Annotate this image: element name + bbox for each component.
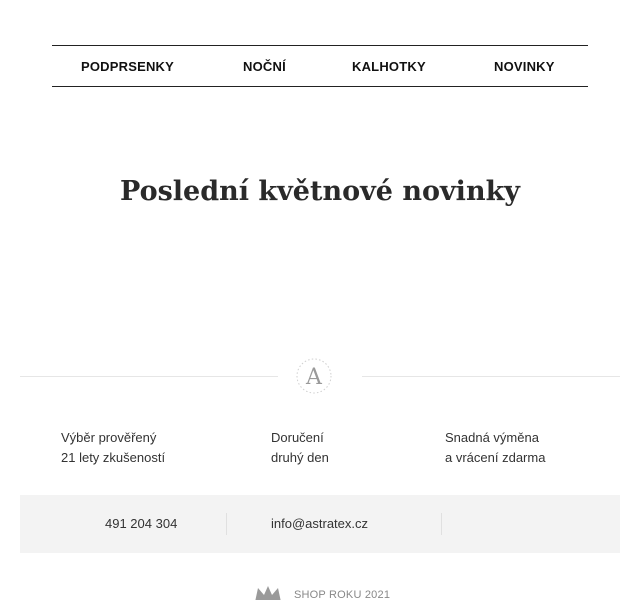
brand-logo-letter: A xyxy=(306,365,322,390)
page-headline: Poslední květnové novinky xyxy=(120,176,520,207)
contact-phone-link[interactable]: 491 204 304 xyxy=(105,516,178,531)
nav-item-novinky[interactable]: NOVINKY xyxy=(494,59,555,74)
award-logo-icon xyxy=(254,585,288,600)
feature-line: Doručení xyxy=(271,430,324,445)
feature-line: 21 lety zkušeností xyxy=(61,450,166,465)
feature-line: Výběr prověřený xyxy=(61,430,157,445)
feature-selection xyxy=(61,428,165,468)
feature-delivery xyxy=(271,428,329,468)
divider-right xyxy=(362,376,620,377)
award-text: SHOP ROKU 2021 xyxy=(294,589,391,600)
nav-item-podprsenky[interactable]: PODPRSENKY xyxy=(81,59,175,74)
divider-left xyxy=(20,376,278,377)
feature-line: druhý den xyxy=(271,450,329,465)
nav-item-nocni[interactable]: NOČNÍ xyxy=(243,59,286,74)
contact-band xyxy=(20,495,620,553)
brand-logo-icon xyxy=(295,357,333,395)
main-navigation xyxy=(52,45,588,87)
contact-separator xyxy=(226,513,227,535)
feature-line: Snadná výměna xyxy=(445,430,539,445)
nav-item-kalhotky[interactable]: KALHOTKY xyxy=(352,59,426,74)
feature-line: a vrácení zdarma xyxy=(445,450,546,465)
contact-email-link[interactable]: info@astratex.cz xyxy=(271,516,369,531)
feature-returns xyxy=(445,428,545,468)
contact-separator xyxy=(441,513,442,535)
